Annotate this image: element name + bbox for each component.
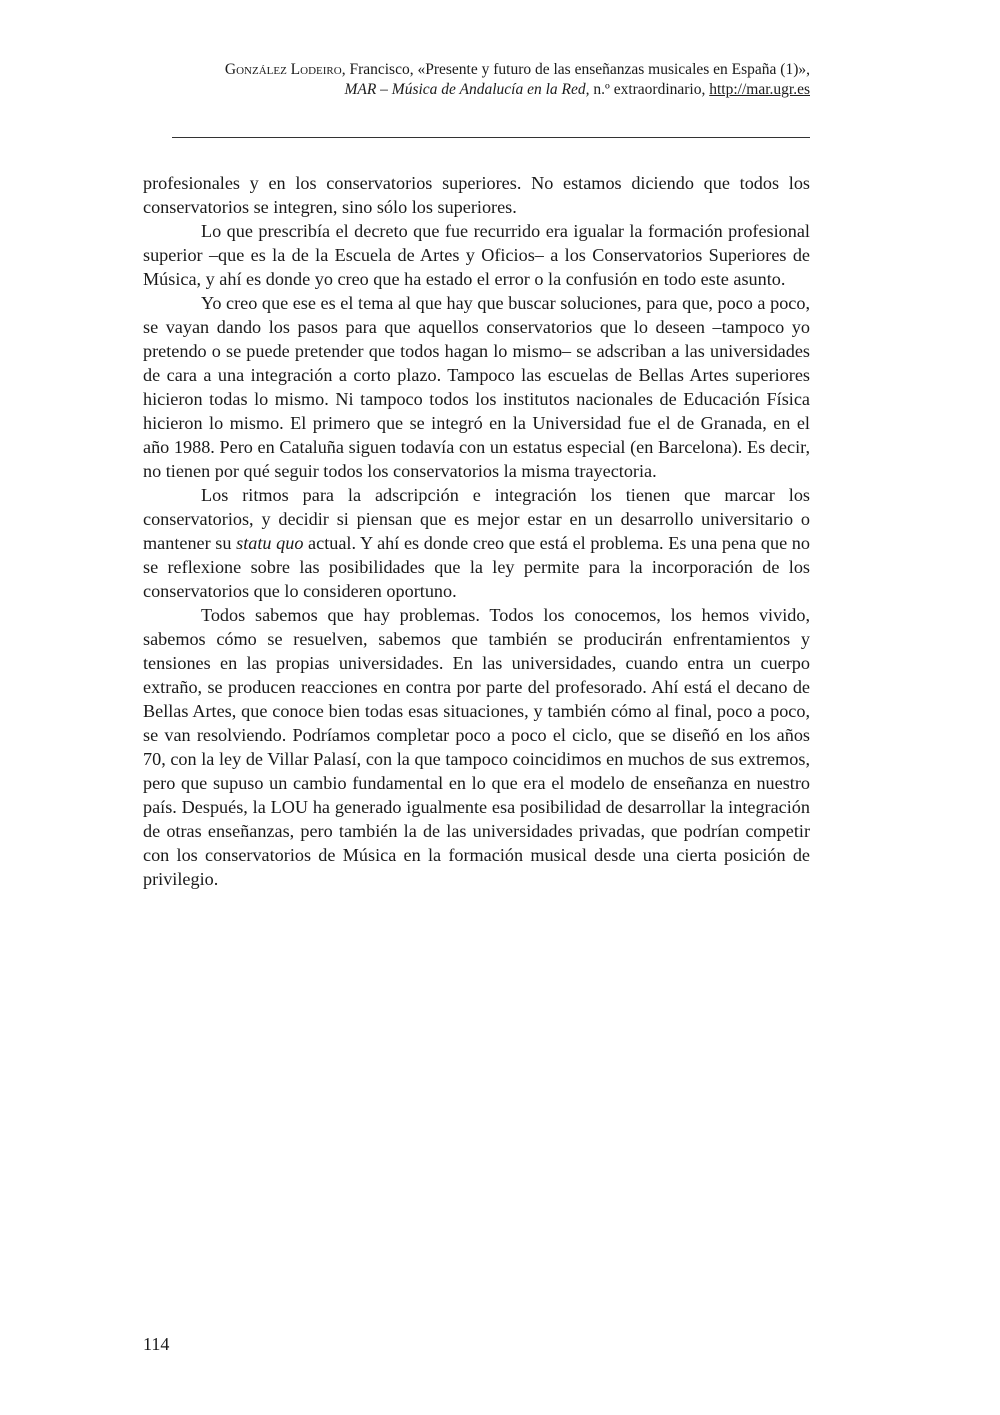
paragraph-3: Yo creo que ese es el tema al que hay que buscar soluciones, para que, poco a poco, se vayan dando los pasos para que aquellos conservatorios que lo deseen –tampoco yo pretendo o se puede pretender que todos hagan lo mismo– se adscriban a las universidades de cara a una integración a corto plazo. Tampoco las escuelas de Bellas Artes superiores hicieron todas lo mismo. Ni tampoco todos los institutos nacionales de Educación Física hicieron lo mismo. El primero que se integró en la Universidad fue el de Granada, en el año 1988. Pero en Cataluña siguen todavía con un estatus especial (en Barcelona). Es decir, no tienen por qué seguir todos los conservatorios la misma trayectoria.: [143, 293, 810, 481]
header-url-link[interactable]: http://mar.ugr.es: [709, 81, 810, 98]
paragraph-5: Todos sabemos que hay problemas. Todos los conocemos, los hemos vivido, sabemos cómo se resuelven, sabemos que también se producirán enfrentamientos y tensiones en las propias universidades. En las universidades, cuando entra un cuerpo extraño, se producen reacciones en contra por parte del profesorado. Ahí está el decano de Bellas Artes, que conoce bien todas esas situaciones, y también cómo al final, poco a poco, se van resolviendo. Podríamos completar poco a poco el ciclo, que se diseñó en los años 70, con la ley de Villar Palasí, con la que tampoco coincidimos en muchos de sus extremos, pero que supuso un cambio fundamental en lo que era el modelo de enseñanza en nuestro país. Después, la LOU ha generado igualmente esa posibilidad de desarrollar la integración de otras enseñanzas, pero también la de las universidades privadas, que podrían competir con los conservatorios de Música en la formación musical desde una cierta posición de privilegio.: [143, 605, 810, 889]
header-article-title: , Francisco, «Presente y futuro de las enseñanzas musicales en España (1)»,: [341, 61, 810, 78]
paragraph-4-before: Los ritmos para la adscripción e integración los tienen que marcar los conservatorios, y decidir si piensan que es mejor estar en un desarrollo universitario o mantener su: [143, 485, 810, 553]
page-number: 114: [143, 1334, 170, 1354]
paragraph-4-italic: statu quo: [236, 533, 304, 553]
paragraph-1: profesionales y en los conservatorios superiores. No estamos diciendo que todos los conservatorios se integren, sino sólo los superiores.: [143, 173, 810, 217]
paragraph-4-after: actual. Y ahí es donde creo que está el problema. Es una pena que no se reflexione sobre las posibilidades que la ley permite para la incorporación de los conservatorios que lo consideren oportuno.: [143, 533, 810, 601]
header-divider: [172, 137, 810, 138]
paragraph-4: [143, 483, 810, 603]
header-journal: MAR – Música de Andalucía en la Red,: [344, 81, 590, 98]
running-header: [130, 60, 810, 100]
header-line-2: [130, 80, 810, 100]
header-author: González Lodeiro: [224, 61, 342, 78]
paragraph-2: Lo que prescribía el decreto que fue recurrido era igualar la formación profesional superior –que es la de la Escuela de Artes y Oficios– a los Conservatorios Superiores de Música, y ahí es donde yo creo que ha estado el error o la confusión en todo este asunto.: [143, 221, 810, 289]
header-line-1: [130, 60, 810, 80]
body-text: [143, 171, 810, 891]
header-issue: n.º extraordinario,: [589, 81, 710, 98]
